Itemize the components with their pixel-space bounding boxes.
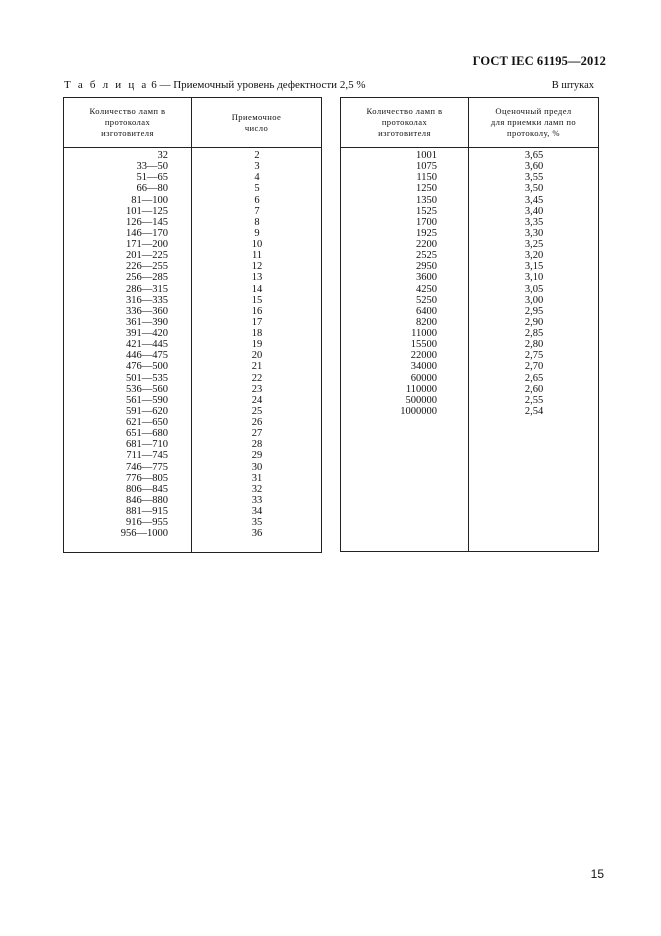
- document-code: ГОСТ IEC 61195—2012: [472, 54, 606, 68]
- lamp-count-cell: 500000: [405, 394, 437, 406]
- acceptance-number-cell: 2: [254, 150, 260, 161]
- lamp-count-cell: 336—360: [126, 305, 168, 317]
- acceptance-limit-cell: 3,30: [524, 227, 544, 239]
- caption-prefix: Т а б л и ц а: [64, 79, 149, 91]
- lamp-count-cell: 15500: [410, 339, 437, 351]
- lamp-count-cell: 2525: [416, 250, 437, 262]
- acceptance-limit-cell: 3,40: [524, 205, 544, 217]
- acceptance-limit-cell: 3,15: [524, 261, 544, 273]
- acceptance-number-cell: 32: [251, 483, 263, 495]
- lamp-count-cell: 6400: [416, 305, 437, 317]
- acceptance-limit-cell: 2,95: [524, 305, 544, 317]
- acceptance-number-cell: 9: [254, 227, 260, 239]
- lamp-count-cell: 1000000: [400, 405, 437, 417]
- lamp-count-cell: 681—710: [126, 439, 168, 451]
- lamp-count-cell: 256—285: [126, 272, 168, 284]
- acceptance-limit-cell: 2,55: [524, 394, 544, 406]
- lamp-count-cell: 881—915: [126, 506, 168, 517]
- acceptance-number-cell: 19: [251, 339, 263, 351]
- acceptance-number-cell: 18: [251, 328, 263, 339]
- lamp-count-cell: 776—805: [126, 472, 168, 484]
- lamp-count-cell: 5250: [416, 294, 437, 306]
- acceptance-number-column: [192, 150, 322, 539]
- lamp-count-cell: 60000: [410, 372, 437, 384]
- lamp-count-cell: 1525: [416, 205, 437, 217]
- header-lamp-count: Количество ламп в протоколах изготовителя: [366, 106, 443, 138]
- acceptance-number-cell: 5: [254, 183, 260, 195]
- acceptance-limit-cell: 3,10: [524, 272, 544, 284]
- lamp-count-cell: 1250: [416, 183, 437, 195]
- acceptance-limit-cell: 3,25: [524, 239, 544, 250]
- acceptance-number-cell: 14: [251, 283, 263, 295]
- lamp-count-cell: 361—390: [126, 316, 168, 328]
- lamp-count-cell: 1075: [416, 161, 437, 173]
- lamp-count-cell: 171—200: [126, 239, 168, 250]
- acceptance-limit-cell: 2,75: [524, 350, 544, 362]
- lamp-count-cell: 1700: [416, 216, 437, 228]
- lamp-count-cell: 391—420: [126, 328, 168, 339]
- lamp-count-cell: 316—335: [126, 294, 168, 306]
- lamp-count-cell: 32: [157, 150, 168, 161]
- acceptance-number-cell: 21: [251, 361, 263, 373]
- lamp-count-cell: 806—845: [126, 483, 168, 495]
- acceptance-limit-cell: 3,45: [524, 194, 544, 206]
- lamp-count-column: [341, 150, 437, 417]
- acceptance-limit-cell: 2,54: [524, 405, 544, 417]
- header-acceptance-number: Приемочное число: [231, 111, 282, 133]
- lamp-count-cell: 536—560: [126, 383, 168, 395]
- acceptance-limit-cell: 2,85: [524, 328, 544, 339]
- lamp-count-cell: 146—170: [126, 227, 168, 239]
- acceptance-number-table: [63, 97, 322, 553]
- acceptance-number-cell: 25: [251, 405, 263, 417]
- lamp-count-cell: 81—100: [131, 194, 168, 206]
- acceptance-limit-cell: 3,50: [524, 183, 544, 195]
- lamp-count-cell: 51—65: [136, 172, 168, 184]
- lamp-count-cell: 746—775: [126, 461, 168, 473]
- acceptance-limit-cell: 3,05: [524, 283, 544, 295]
- lamp-count-cell: 446—475: [126, 350, 168, 362]
- lamp-count-cell: 1001: [416, 150, 437, 161]
- acceptance-limit-cell: 3,65: [524, 150, 544, 161]
- lamp-count-cell: 651—680: [126, 428, 168, 440]
- lamp-count-column: [64, 150, 168, 539]
- acceptance-number-cell: 30: [251, 461, 263, 473]
- lamp-count-cell: 591—620: [126, 405, 168, 417]
- acceptance-number-cell: 36: [251, 528, 263, 540]
- lamp-count-cell: 1350: [416, 194, 437, 206]
- acceptance-limit-cell: 3,35: [524, 216, 544, 228]
- lamp-count-cell: 2950: [416, 261, 437, 273]
- acceptance-number-cell: 3: [254, 161, 260, 173]
- acceptance-number-cell: 33: [251, 494, 263, 506]
- table-caption: [64, 79, 365, 91]
- acceptance-number-cell: 7: [254, 205, 260, 217]
- lamp-count-cell: 916—955: [126, 517, 168, 529]
- lamp-count-cell: 101—125: [126, 205, 168, 217]
- acceptance-limit-cell: 3,20: [524, 250, 544, 262]
- lamp-count-cell: 110000: [405, 383, 437, 395]
- lamp-count-cell: 33—50: [136, 161, 168, 173]
- lamp-count-cell: 2200: [416, 239, 437, 250]
- acceptance-number-cell: 26: [251, 417, 263, 428]
- table-header: [341, 98, 598, 148]
- lamp-count-cell: 11000: [411, 328, 437, 339]
- acceptance-number-cell: 10: [251, 239, 263, 250]
- acceptance-number-cell: 12: [251, 261, 263, 273]
- lamp-count-cell: 476—500: [126, 361, 168, 373]
- lamp-count-cell: 1150: [416, 172, 437, 184]
- acceptance-limit-cell: 3,00: [524, 294, 544, 306]
- acceptance-limit-cell: 2,80: [524, 339, 544, 351]
- lamp-count-cell: 711—745: [126, 450, 168, 462]
- lamp-count-cell: 286—315: [126, 283, 168, 295]
- acceptance-number-cell: 27: [251, 428, 263, 440]
- lamp-count-cell: 226—255: [126, 261, 168, 273]
- acceptance-number-cell: 17: [251, 316, 263, 328]
- acceptance-number-cell: 16: [251, 305, 263, 317]
- acceptance-limit-cell: 3,55: [524, 172, 544, 184]
- acceptance-number-cell: 8: [254, 216, 260, 228]
- lamp-count-cell: 956—1000: [120, 528, 168, 540]
- lamp-count-cell: 846—880: [126, 494, 168, 506]
- acceptance-number-cell: 6: [254, 194, 260, 206]
- acceptance-number-cell: 22: [251, 372, 263, 384]
- table-header: [64, 98, 321, 148]
- page-number: 15: [590, 867, 604, 881]
- acceptance-number-cell: 20: [251, 350, 263, 362]
- acceptance-number-cell: 15: [251, 294, 263, 306]
- lamp-count-cell: 421—445: [126, 339, 168, 351]
- acceptance-number-cell: 23: [251, 383, 263, 395]
- lamp-count-cell: 501—535: [126, 372, 168, 384]
- lamp-count-cell: 1925: [416, 227, 437, 239]
- lamp-count-cell: 4250: [416, 283, 437, 295]
- acceptance-number-cell: 31: [251, 472, 263, 484]
- acceptance-number-cell: 28: [251, 439, 263, 451]
- lamp-count-cell: 201—225: [126, 250, 168, 262]
- lamp-count-cell: 3600: [416, 272, 437, 284]
- lamp-count-cell: 621—650: [126, 417, 168, 428]
- lamp-count-cell: 126—145: [126, 216, 168, 228]
- lamp-count-cell: 34000: [410, 361, 437, 373]
- units-note: В штуках: [551, 80, 594, 91]
- acceptance-number-cell: 29: [251, 450, 263, 462]
- acceptance-limit-cell: 2,60: [524, 383, 544, 395]
- acceptance-number-cell: 34: [251, 506, 263, 517]
- acceptance-number-cell: 35: [251, 517, 263, 529]
- acceptance-number-cell: 11: [251, 250, 263, 262]
- header-lamp-count: Количество ламп в протоколах изготовителя: [89, 106, 166, 138]
- acceptance-limit-table: [340, 97, 599, 552]
- acceptance-number-cell: 4: [254, 172, 260, 184]
- acceptance-limit-cell: 2,70: [524, 361, 544, 373]
- lamp-count-cell: 66—80: [136, 183, 168, 195]
- lamp-count-cell: 561—590: [126, 394, 168, 406]
- acceptance-number-cell: 13: [251, 272, 263, 284]
- acceptance-limit-cell: 3,60: [524, 161, 544, 173]
- acceptance-limit-cell: 2,90: [524, 316, 544, 328]
- caption-text: 6 — Приемочный уровень дефектности 2,5 %: [148, 79, 366, 91]
- lamp-count-cell: 22000: [410, 350, 437, 362]
- lamp-count-cell: 8200: [416, 316, 437, 328]
- header-acceptance-limit: Оценочный предел для приемки ламп по протоколу, %: [490, 106, 577, 138]
- acceptance-number-cell: 24: [251, 394, 263, 406]
- acceptance-limit-column: [469, 150, 599, 417]
- acceptance-limit-cell: 2,65: [524, 372, 544, 384]
